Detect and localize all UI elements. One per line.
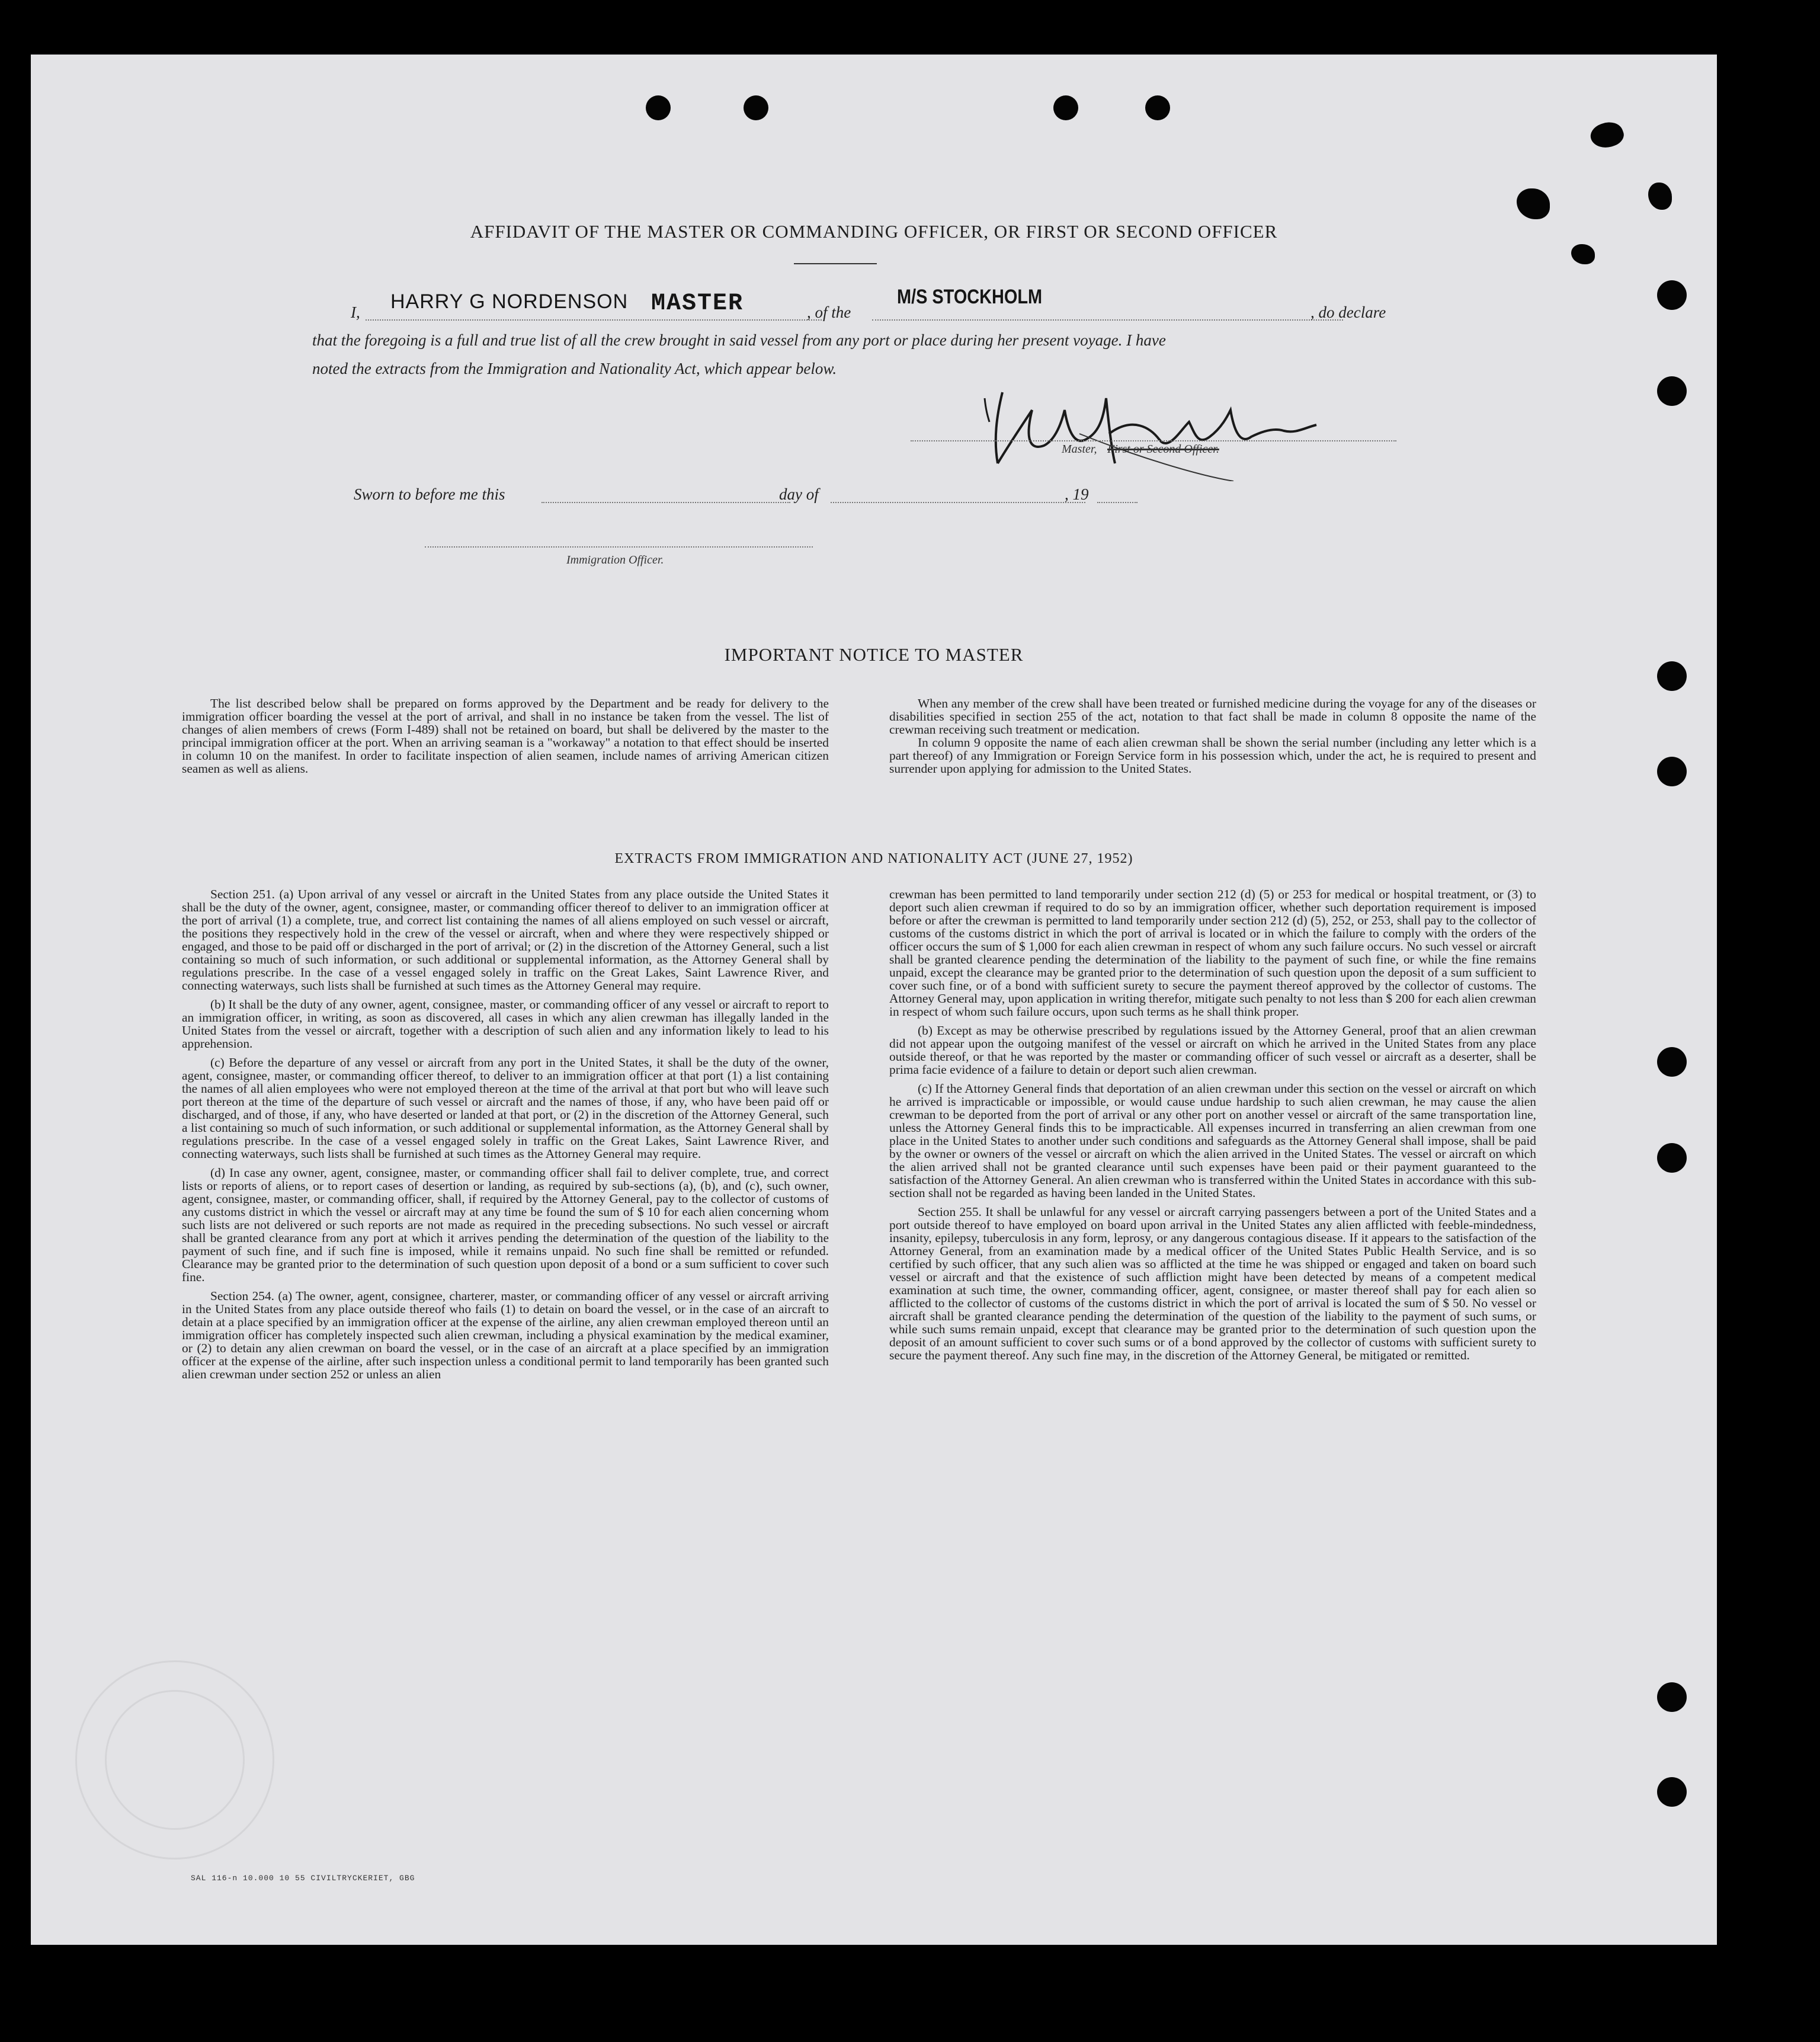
title-divider xyxy=(794,263,877,264)
document-page xyxy=(31,55,1717,1945)
notice-paragraph: The list described below shall be prepared on forms approved by the Department and be ready for delivery to the immigration officer boarding the vessel at the port of arrival, and shall in no instance be taken from the vessel. The list of changes of alien members of crews (Form I-489) shall not be retained on board, but shall be delivered by the master to the principal immigration officer at the port. When an arriving seaman is a "workaway" a notation to that effect should be inserted in column 10 on the manifest. In order to facilitate inspection of alien seamen, include names of arriving American citizen seamen as well as aliens. xyxy=(182,696,829,776)
punch-hole xyxy=(1053,95,1078,120)
notice-right-column xyxy=(889,697,1536,781)
punch-hole xyxy=(1657,661,1687,691)
extracts-left-column xyxy=(182,888,829,1387)
declaration-line-3: noted the extracts from the Immigration and Nationality Act, which appear below. xyxy=(312,360,837,377)
year-label: , 19 xyxy=(1065,485,1089,503)
day-of-label: day of xyxy=(779,485,819,503)
notice-left-column xyxy=(182,697,829,781)
punch-hole xyxy=(1657,757,1687,786)
punch-hole xyxy=(646,95,671,120)
ink-blot xyxy=(1571,244,1595,264)
extract-paragraph: Section 251. (a) Upon arrival of any vessel or aircraft in the United States from any place outside the United States it shall be the duty of the owner, agent, consignee, master, or commanding officer thereof to deliver to an immigration officer at the port of arrival (1) a complete, true, and correct list containing the names of all aliens employed on such vessel or aircraft, the positions they respectively hold in the crew of the vessel or aircraft, when and where they were respectively shipped or engaged, and those to be paid off or discharged in the port of arrival; or (2) in the discretion of the Attorney General, such a list containing so much of such information, or such additional or supplemental information, as the Attorney General shall by regulations prescribe. In the case of a vessel engaged solely in traffic on the Great Lakes, Saint Lawrence River, and connecting waterways, such lists shall be furnished at such times as the Attorney General may require. xyxy=(182,887,829,993)
extract-paragraph: (b) It shall be the duty of any owner, agent, consignee, master, or commanding officer of any vessel or aircraft to report to an immigration officer, in writing, as soon as discovered, all cases in which any alien crewman has illegally landed in the United States from the vessel or aircraft, together with a description of such alien and any information likely to lead to his apprehension. xyxy=(182,997,829,1051)
extracts-right-column xyxy=(889,888,1536,1368)
do-declare-label: , do declare xyxy=(1310,303,1386,321)
ink-blot xyxy=(1648,183,1672,210)
declaration-line-2: that the foregoing is a full and true list of all the crew brought in said vessel from any port or place during her present voyage. I have xyxy=(312,331,1166,349)
notice-paragraph: When any member of the crew shall have been treated or furnished medicine during the voyage for any of the diseases or disabilities specified in section 255 of the act, notation to that fact shall be made in column 8 opposite the name of the crewman receiving such treatment or medication. xyxy=(889,696,1536,737)
extract-paragraph: (c) If the Attorney General finds that deportation of an alien crewman under this section on the vessel or aircraft on which he arrived is impracticable or impossible, or would cause undue hardship to such alien crewman, he may cause the alien crewman to be deported from the port of arrival or any other port on another vessel or aircraft of the same transportation line, unless the Attorney General finds this to be impracticable. All expenses incurred in transferring an alien crewman from one place in the United States to another under such conditions and safeguards as the Attorney General shall impose, shall be paid by the owner or owners of the vessel or aircraft on which the alien arrived in the United States. The vessel or aircraft on which the alien arrived shall not be granted clearance until such expenses have been paid or their payment guaranteed to the satisfaction of the Attorney General. An alien crewman who is transferred within the United States in accordance with this sub-section shall not be regarded as having been landed in the United States. xyxy=(889,1081,1536,1200)
punch-hole xyxy=(744,95,768,120)
officer-caption: Immigration Officer. xyxy=(566,553,664,566)
embossed-seal-inner xyxy=(105,1690,245,1830)
master-rank: MASTER xyxy=(651,290,744,317)
punch-hole xyxy=(1657,1143,1687,1173)
of-the-label: , of the xyxy=(807,303,851,321)
i-prefix: I, xyxy=(351,303,360,321)
officer-line xyxy=(425,546,813,548)
sworn-label: Sworn to before me this xyxy=(354,485,505,503)
extract-paragraph: Section 254. (a) The owner, agent, consignee, charterer, master, or commanding officer of any vessel or aircraft arriving in the United States from any place outside thereof who fails (1) to detain on board the vessel, or in the case of an aircraft to detain at a place specified by an immigration officer at the expense of the airline, any alien crewman employed thereon until an immigration officer has completely inspected such alien crewman, including a physical examination by the medical examiner, or (2) to detain any alien crewman on board the vessel, or in the case of an aircraft at a place specified by an immigration officer at the expense of the airline, after such inspection unless a conditional permit to land temporarily has been granted such alien crewman under section 252 or unless an alien xyxy=(182,1289,829,1381)
punch-hole xyxy=(1145,95,1170,120)
sworn-day-line xyxy=(541,502,790,503)
ink-blot xyxy=(1587,118,1626,152)
sworn-year-line xyxy=(1097,502,1138,503)
notice-heading: IMPORTANT NOTICE TO MASTER xyxy=(724,644,1024,665)
extract-paragraph: (d) In case any owner, agent, consignee, master, or commanding officer shall fail to deliver complete, true, and correct lists or reports of aliens, or to report cases of desertion or landing, as required by sub-sections (a), (b), and (c), such owner, agent, consignee, master, or commanding officer, shall, if required by the Attorney General, pay to the collector of customs of any customs district in which the vessel or aircraft may at any time be found the sum of $ 10 for each alien concerning whom such lists are not delivered or such reports are not made as required in the preceding subsections. No such vessel or aircraft shall be granted clearance from any port at which it arrives pending the determination of the question of the liability to the payment of such fine, and if such fine is imposed, while it remains unpaid. No such fine shall be remitted or refunded. Clearance may be granted prior to the determination of such question upon deposit of a bond or a sum sufficient to cover such fine. xyxy=(182,1166,829,1284)
extract-paragraph: crewman has been permitted to land temporarily under section 212 (d) (5) or 253 for medical or hospital treatment, or (3) to deport such alien crewman if required to do so by an immigration officer, whether such deportation requirement is imposed before or after the crewman is permitted to land temporarily under section 212 (d) (5), 252, or 253, shall pay to the collector of customs of the customs district in which the port of arrival is located or in which the failure to comply with the orders of the officer occurs the sum of $ 1,000 for each alien crewman in respect of whom any such failure occurs. No such vessel or aircraft shall be granted clearence pending the determination of the liability to the payment of such fine, or while the fine remains unpaid, except the clearance may be granted prior to the determination of such question upon the deposit of a sum sufficient to cover such fine, or of a bond with sufficient surety to secure the payment thereof approved by the collector of customs. The Attorney General may, upon application in writing therefor, mitigate such penalty to not less than $ 200 for each alien crewman in respect of whom such failure occurs, upon such terms as he shall think proper. xyxy=(889,887,1536,1019)
signature-caption-master: Master, xyxy=(1062,443,1097,456)
vessel-line xyxy=(872,319,1343,321)
name-line xyxy=(366,319,822,321)
signature-line xyxy=(911,440,1396,441)
extract-paragraph: (c) Before the departure of any vessel or aircraft from any port in the United States, it shall be the duty of the owner, agent, consignee, master, or commanding officer thereof, to deliver to an immigration officer at that port (1) a list containing the names of all alien employees who were not employed thereon at the time of the arrival at that port but who will leave such port thereon at the time of the departure of such vessel or aircraft and the names of those, if any, who have been paid off or discharged, and of those, if any, who have deserted or landed at that port, or (2) in the discretion of the Attorney General, such a list containing so much of such information, or such additional or supplemental information, as the Attorney General shall by regulations prescribe. In the case of a vessel engaged solely in traffic on the Great Lakes, Saint Lawrence River, and connecting waterways, such lists shall be furnished at such times as the Attorney General may require. xyxy=(182,1055,829,1161)
extracts-heading: EXTRACTS FROM IMMIGRATION AND NATIONALITY ACT (JUNE 27, 1952) xyxy=(614,851,1133,866)
document-title: AFFIDAVIT OF THE MASTER OR COMMANDING OFFICER, OR FIRST OR SECOND OFFICER xyxy=(470,221,1278,242)
punch-hole xyxy=(1657,1047,1687,1077)
extract-paragraph: (b) Except as may be otherwise prescribed by regulations issued by the Attorney General, proof that an alien crewman did not appear upon the outgoing manifest of the vessel or aircraft on which he arrived in the United States from any place outside thereof, or that he was reported by the master or commanding officer of such vessel or aircraft as a deserter, shall be prima facie evidence of a failure to detain or deport such alien crewman. xyxy=(889,1023,1536,1077)
ink-blot xyxy=(1517,188,1550,219)
signature-caption-struck: First or Second Officer. xyxy=(1107,443,1219,456)
sworn-month-line xyxy=(831,502,1085,503)
extract-paragraph: Section 255. It shall be unlawful for any vessel or aircraft carrying passengers between a port of the United States and a port outside thereof to have employed on board upon arrival in the United States any alien afflicted with feeble-mindedness, insanity, epilepsy, tuberculosis in any form, leprosy, or any dangerous contagious disease. If it appears to the satisfaction of the Attorney General, from an examination made by a medical officer of the United States Public Health Service, and is so certified by such officer, that any such alien was so afflicted at the time he was shipped or engaged and taken on board such vessel or aircraft and that the existence of such affliction might have been detected by means of a competent medical examination at such time, the owner, commanding officer, agent, consignee, or master thereof shall pay for each alien so afflicted to the collector of customs of the customs district in which the port of arrival is located the sum of $ 50. No vessel or aircraft shall be granted clearance pending the determination of the question of the liability to the payment of such sums, or while such sums remain unpaid, except that clearance may be granted prior to the determination of such question upon the deposit of an amount sufficient to cover such sums or of a bond approved by the collector of customs with sufficient surety to secure the payment thereof. Any such fine may, in the discretion of the Attorney General, be mitigated or remitted. xyxy=(889,1205,1536,1362)
punch-hole xyxy=(1657,376,1687,406)
punch-hole xyxy=(1657,1682,1687,1712)
master-name: HARRY G NORDENSON xyxy=(390,290,629,313)
punch-hole xyxy=(1657,1777,1687,1807)
form-footer: SAL 116-n 10.000 10 55 CIVILTRYCKERIET, GBG xyxy=(191,1874,415,1883)
punch-hole xyxy=(1657,280,1687,310)
master-signature xyxy=(961,375,1328,481)
vessel-name: M/S STOCKHOLM xyxy=(897,286,1043,308)
notice-paragraph: In column 9 opposite the name of each alien crewman shall be shown the serial number (including any letter which is a part thereof) of any Immigration or Foreign Service form in his possession which, under the act, he is required to present and surrender upon applying for admission to the United States. xyxy=(889,735,1536,776)
